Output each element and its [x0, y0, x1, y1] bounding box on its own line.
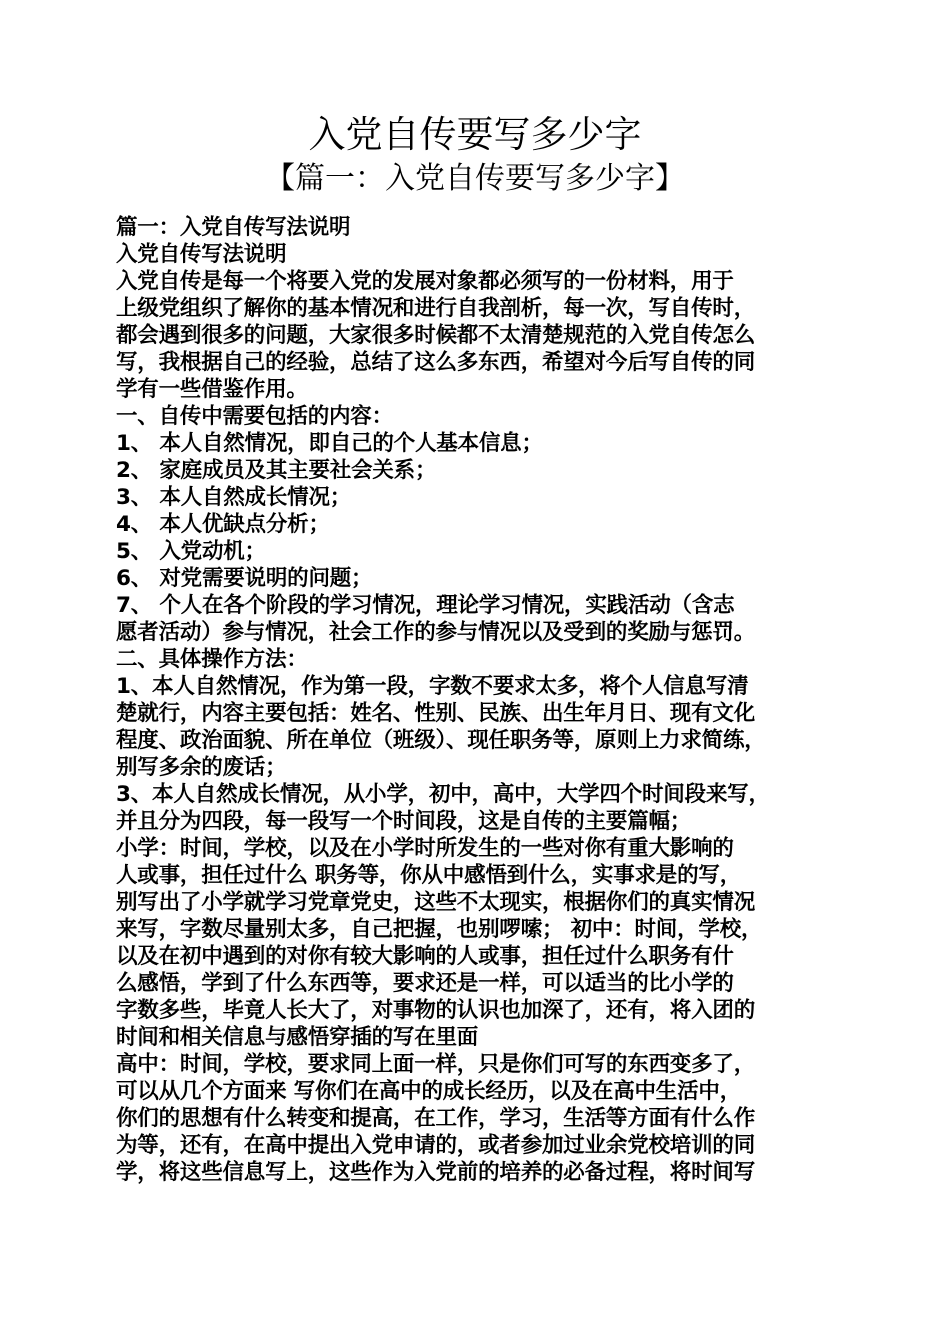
body-line: 写，我根据自己的经验，总结了这么多东西，希望对今后写自传的同 [116, 350, 756, 375]
document-body [116, 214, 844, 1186]
body-line: 6、 对党需要说明的问题； [116, 566, 373, 591]
body-line: 入党自传是每一个将要入党的发展对象都必须写的一份材料，用于 [116, 269, 734, 294]
body-line: 1、本人自然情况，作为第一段，字数不要求太多，将个人信息写清 [116, 674, 749, 699]
body-line: 上级党组织了解你的基本情况和进行自我剖析，每一次，写自传时， [116, 296, 756, 321]
body-line: 并且分为四段，每一段写一个时间段，这是自传的主要篇幅； [116, 809, 692, 834]
body-line: 愿者活动）参与情况，社会工作的参与情况以及受到的奖励与惩罚。 [116, 620, 756, 645]
body-line: 别写出了小学就学习党章党史，这些不太现实，根据你们的真实情况 [116, 890, 756, 915]
body-line: 3、本人自然成长情况，从小学，初中，高中，大学四个时间段来写， [116, 782, 770, 807]
body-line: 3、 本人自然成长情况； [116, 485, 352, 510]
body-line: 时间和相关信息与感悟穿插的写在里面 [116, 1025, 479, 1050]
body-line: 程度、政治面貌、所在单位（班级）、现任职务等，原则上力求简练， [116, 728, 766, 753]
body-line: 学，将这些信息写上，这些作为入党前的培养的必备过程，将时间写 [116, 1160, 756, 1185]
body-line: 来写，字数尽量别太多，自己把握，也别啰嗦； 初中：时间，学校， [116, 917, 763, 942]
body-line: 1、 本人自然情况，即自己的个人基本信息； [116, 431, 543, 456]
body-line: 都会遇到很多的问题，大家很多时候都不太清楚规范的入党自传怎么 [116, 323, 756, 348]
body-line: 5、 入党动机； [116, 539, 266, 564]
body-line: 入党自传写法说明 [116, 242, 287, 267]
body-line: 么感悟，学到了什么东西等，要求还是一样，可以适当的比小学的 [116, 971, 734, 996]
body-line: 可以从几个方面来 写你们在高中的成长经历，以及在高中生活中， [116, 1079, 741, 1104]
body-line: 人或事，担任过什么 职务等，你从中感悟到什么，实事求是的写， [116, 863, 741, 888]
body-line: 7、 个人在各个阶段的学习情况，理论学习情况，实践活动（含志 [116, 593, 735, 618]
body-line: 楚就行，内容主要包括：姓名、性别、民族、出生年月日、现有文化 [116, 701, 756, 726]
body-line: 4、 本人优缺点分析； [116, 512, 330, 537]
document-title: 入党自传要写多少字 [308, 113, 642, 156]
document-subtitle: 【篇一：入党自传要写多少字】 [265, 161, 685, 196]
body-line: 以及在初中遇到的对你有较大影响的人或事，担任过什么职务有什 [116, 944, 734, 969]
body-line: 小学：时间，学校，以及在小学时所发生的一些对你有重大影响的 [116, 836, 734, 861]
body-line: 字数多些，毕竟人长大了，对事物的认识也加深了，还有，将入团的 [116, 998, 756, 1023]
body-line: 篇一：入党自传写法说明 [116, 215, 351, 240]
body-line: 高中：时间，学校，要求同上面一样，只是你们可写的东西变多了， [116, 1052, 756, 1077]
body-line: 学有一些借鉴作用。 [116, 377, 308, 402]
body-line: 别写多余的废话； [116, 755, 287, 780]
body-line: 为等，还有，在高中提出入党申请的，或者参加过业余党校培训的同 [116, 1133, 756, 1158]
body-line: 一、自传中需要包括的内容： [116, 404, 393, 429]
body-line: 2、 家庭成员及其主要社会关系； [116, 458, 437, 483]
body-line: 二、具体操作方法： [116, 647, 308, 672]
body-line: 你们的思想有什么转变和提高，在工作，学习，生活等方面有什么作 [116, 1106, 756, 1131]
